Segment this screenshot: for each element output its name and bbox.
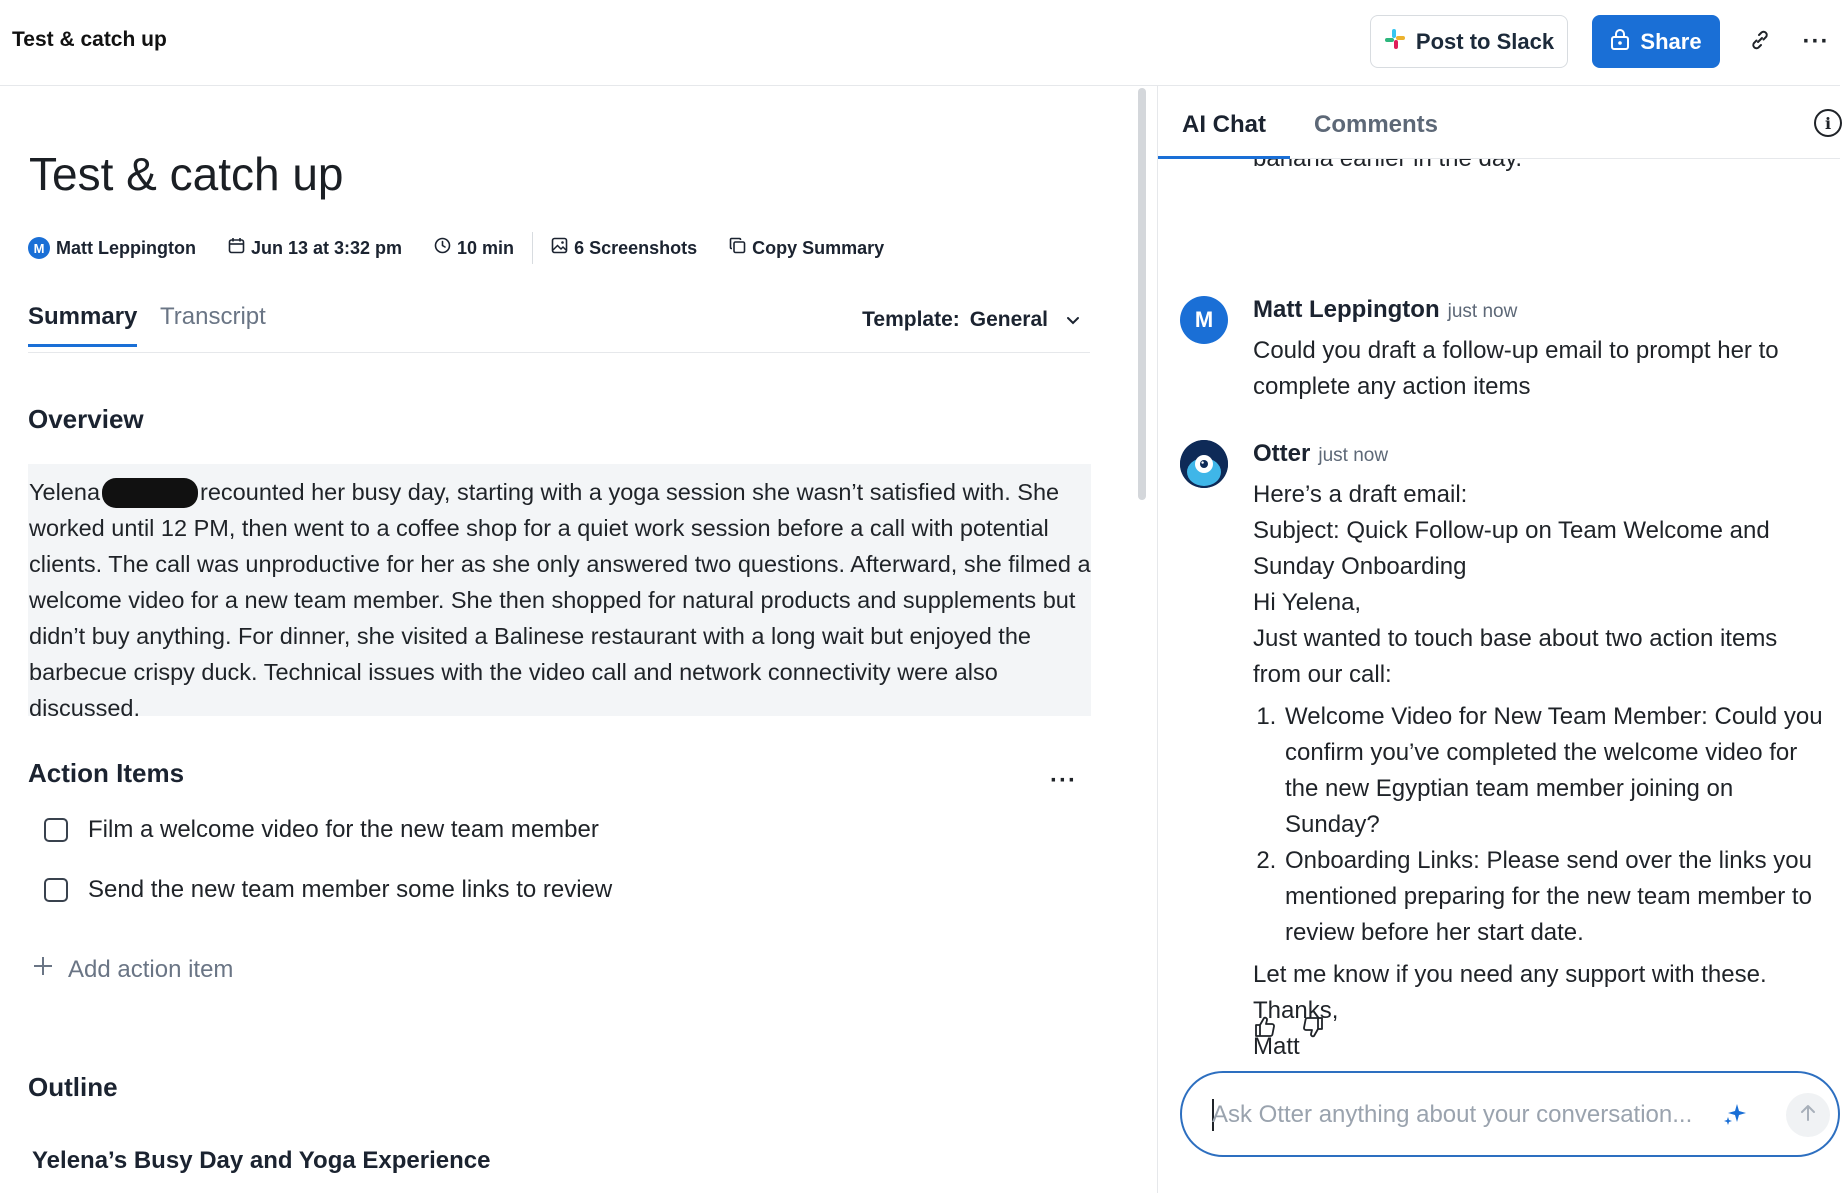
more-options-button[interactable] xyxy=(1796,22,1836,62)
slack-icon xyxy=(1384,28,1406,56)
tab-summary[interactable]: Summary xyxy=(28,303,137,347)
lock-icon xyxy=(1610,28,1630,56)
action-item-label: Film a welcome video for the new team member xyxy=(88,816,599,843)
message-line: Here’s a draft email: xyxy=(1253,481,1468,508)
list-item: 2. Onboarding Links: Please send over the links you mentioned preparing for the new team member to review before her start date. xyxy=(1283,843,1823,951)
copy-icon xyxy=(729,237,746,259)
date xyxy=(228,237,402,259)
action-items-more-button[interactable]: ··· xyxy=(1050,767,1077,794)
calendar-icon xyxy=(228,237,245,259)
post-to-slack-button[interactable] xyxy=(1370,15,1568,68)
screenshots-link[interactable] xyxy=(551,237,697,259)
header-title: Test & catch up xyxy=(12,28,167,51)
image-icon xyxy=(551,237,568,259)
outline-heading: Outline xyxy=(28,1072,118,1102)
list-item xyxy=(44,816,599,844)
action-items-heading: Action Items xyxy=(28,758,185,788)
feedback-controls xyxy=(1253,1015,1325,1044)
summary-tabs xyxy=(28,303,1090,353)
chat-input[interactable] xyxy=(1212,1093,1712,1137)
message-author xyxy=(1253,440,1388,468)
thumbs-down-icon[interactable] xyxy=(1301,1015,1325,1044)
list-item: 1. Welcome Video for New Team Member: Could you confirm you’ve completed the welcome video for the new Egyptian team member joining on Sunday? xyxy=(1283,699,1823,843)
message-line: Just wanted to touch base about two action items from our call: xyxy=(1253,625,1778,688)
plus-icon xyxy=(32,955,54,984)
sparkle-icon xyxy=(1722,1101,1748,1132)
duration xyxy=(434,237,514,259)
template-value: General xyxy=(969,308,1048,331)
message-body xyxy=(1253,477,1823,1065)
chat-tabs xyxy=(1158,87,1840,159)
message-line: Matt xyxy=(1253,1033,1300,1060)
copy-summary-text: Copy Summary xyxy=(752,237,885,258)
chat-thread xyxy=(1158,159,1840,1059)
note-meta xyxy=(28,232,916,264)
share-button[interactable] xyxy=(1592,15,1720,68)
copy-link-button[interactable] xyxy=(1740,22,1780,62)
chat-input-box xyxy=(1180,1071,1840,1157)
message-line: Thanks, xyxy=(1253,997,1339,1024)
overview-text xyxy=(28,464,1091,721)
action-item-checkbox[interactable] xyxy=(44,878,68,902)
message-line: Subject: Quick Follow-up on Team Welcome and Sunday Onboarding xyxy=(1253,517,1770,580)
tab-ai-chat[interactable]: AI Chat xyxy=(1158,111,1290,159)
post-to-slack-label: Post to Slack xyxy=(1415,28,1555,54)
avatar: M xyxy=(28,237,50,259)
otter-logo-icon xyxy=(1180,440,1228,488)
top-bar xyxy=(0,0,1840,86)
owner[interactable] xyxy=(28,237,196,259)
overview-heading: Overview xyxy=(28,404,144,434)
left-scrollbar[interactable] xyxy=(1138,88,1146,500)
avatar-initial: M xyxy=(1194,307,1214,332)
message-body: Could you draft a follow-up email to prompt her to complete any action items xyxy=(1253,337,1779,400)
duration-text: 10 min xyxy=(457,237,515,258)
arrow-up-icon xyxy=(1798,1103,1818,1128)
clock-icon xyxy=(434,237,451,259)
author-name: Matt Leppington xyxy=(1253,296,1440,323)
overview-text-rest: recounted her busy day, starting with a yoga session she wasn’t satisfied with. She worked until 12 PM, then went to a coffee shop for a quiet work session before a call with potential clients. The call was unproductive for her as she only answered two questions. Afterward, she filmed a welcome video for a new team member. She then shopped for natural products and supplements but didn’t buy anything. For dinner, she visited a Balinese restaurant with a long wait but enjoyed the barbecue crispy duck. Technical issues with the video call and network connectivity were also discussed. xyxy=(29,479,1091,721)
message-time: just now xyxy=(1447,301,1518,322)
outline-item[interactable]: Yelena’s Busy Day and Yoga Experience xyxy=(32,1147,491,1174)
page-title: Test & catch up xyxy=(29,148,344,200)
message-line: Hi Yelena, xyxy=(1253,589,1362,616)
copy-summary-button[interactable] xyxy=(729,237,884,259)
add-action-item-button[interactable] xyxy=(32,955,233,984)
message-time: just now xyxy=(1318,445,1389,466)
message-line: Let me know if you need any support with these. xyxy=(1253,961,1767,988)
action-item-checkbox[interactable] xyxy=(44,818,68,842)
list-item xyxy=(44,876,612,904)
screenshots-text: 6 Screenshots xyxy=(574,237,698,258)
tab-comments[interactable]: Comments xyxy=(1314,111,1439,138)
tab-transcript[interactable]: Transcript xyxy=(160,303,266,330)
thumbs-up-icon[interactable] xyxy=(1253,1015,1277,1044)
chat-panel xyxy=(1158,87,1840,1193)
template-select[interactable] xyxy=(862,308,1080,332)
message-author xyxy=(1253,296,1517,324)
author-name: Otter xyxy=(1253,440,1311,467)
chevron-down-icon xyxy=(1066,308,1080,332)
summary-panel xyxy=(0,87,1140,1193)
message-list xyxy=(1253,699,1823,951)
avatar xyxy=(1180,296,1228,344)
template-label: Template: xyxy=(862,308,960,331)
meta-divider xyxy=(532,232,533,264)
add-action-item-label: Add action item xyxy=(68,955,234,983)
link-icon xyxy=(1748,28,1772,57)
info-icon[interactable]: i xyxy=(1814,109,1842,137)
send-button[interactable] xyxy=(1786,1093,1830,1137)
more-horizontal-icon: ··· xyxy=(1802,28,1830,55)
action-item-label: Send the new team member some links to review xyxy=(88,876,613,903)
owner-name: Matt Leppington xyxy=(56,237,196,258)
date-text: Jun 13 at 3:32 pm xyxy=(250,237,403,258)
redaction-mark xyxy=(102,478,198,508)
overview-text-start: Yelena xyxy=(29,479,101,505)
share-label: Share xyxy=(1640,28,1702,54)
